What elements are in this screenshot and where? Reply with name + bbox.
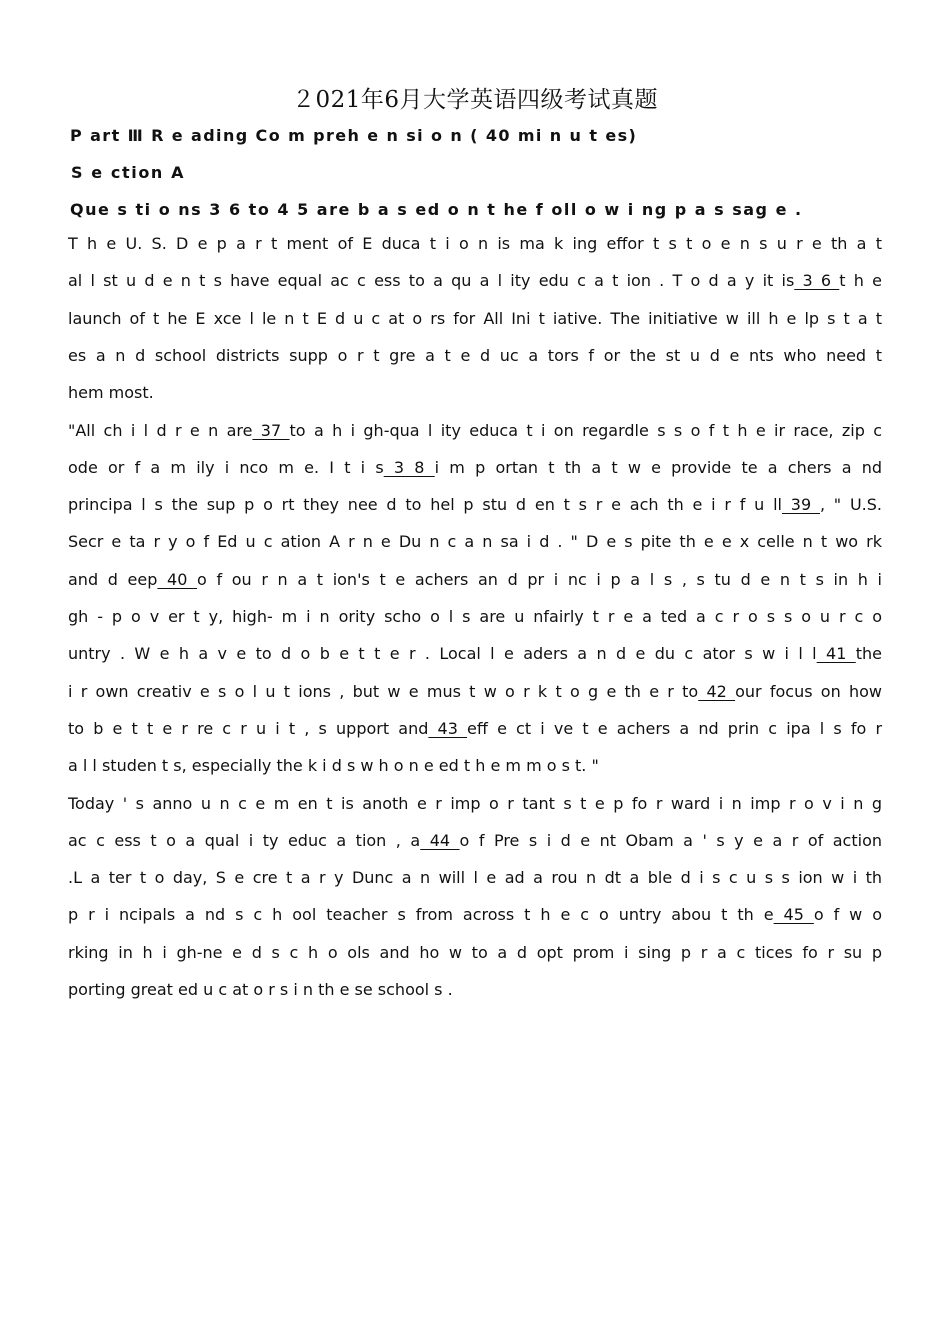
passage-text: gh - p o v er t y, high- m i n ority scho o l s are u nfairly t r e a ted a c r o s s o u r c o	[68, 607, 882, 626]
passage-text: T h e U. S. D e p a r t ment of E duca t i o n is ma k ing effor t s t o e n s u r e th a t	[68, 234, 882, 253]
passage-line	[68, 493, 882, 517]
answer-blank: 44	[420, 830, 460, 850]
passage-text: es a n d school districts supp o r t gre a t e d uc a tors f or the st u d e nts who need t	[68, 345, 882, 365]
answer-blank: 3 8	[383, 457, 435, 477]
passage-text: untry . W e h a v e to d o b e t t e r . Local l e aders a n d e du c ator s w i l l	[68, 644, 817, 664]
questions-heading: Que s ti o ns 3 6 to 4 5 are b a s ed o n t he f oll o w i ng p a s sag e .	[70, 200, 803, 219]
passage-line	[68, 792, 882, 816]
passage-line	[68, 419, 882, 443]
passage-text: t h e	[839, 271, 882, 291]
passage-text: .L a ter t o day, S e cre t a r y Dunc a n will l e ad a rou n dt a ble d i s c u s s ion w i th	[68, 868, 882, 888]
passage-text: principa l s the sup p o rt they nee d to hel p stu d en t s r e ach th e i r f u ll	[68, 495, 782, 515]
passage-text: o f Pre s i d e nt Obam a ' s y e a r of action	[459, 830, 883, 850]
passage-line	[68, 941, 882, 965]
passage-text: , " U.S.	[819, 495, 882, 515]
answer-blank: 43	[428, 718, 468, 738]
passage-line	[68, 381, 882, 405]
passage-text: "All ch i l d r e n are	[68, 420, 253, 440]
passage-text: to a h i gh-qua l ity educa t i on regardle s s o f t h e ir race, zip c	[289, 420, 883, 440]
passage-line	[68, 680, 882, 704]
passage-text: o f ou r n a t ion's t e achers an d pr i nc i p a l s , s tu d e n t s in h i	[197, 569, 883, 589]
answer-blank: 45	[773, 905, 814, 925]
passage-text: ode or f a m ily i nco m e. I t i s	[68, 457, 384, 477]
passage-line	[68, 903, 882, 927]
passage-line	[68, 456, 882, 480]
passage-line	[68, 717, 882, 741]
passage-line	[68, 642, 882, 666]
passage-line	[68, 307, 882, 331]
answer-blank: 39	[782, 495, 820, 515]
passage-text: o f w o	[813, 905, 883, 925]
answer-blank: 40	[157, 569, 198, 589]
passage-text: Secr e ta r y o f Ed u c ation A r n e Du n c a n sa i d . " D e s pite th e e x celle n t wo rk	[68, 532, 882, 552]
passage-line	[68, 978, 882, 1002]
passage-line	[68, 754, 882, 778]
answer-blank: 3 6	[794, 271, 840, 291]
passage-text: our focus on how	[735, 681, 883, 701]
passage-text: eff e ct i ve t e achers a nd prin c ipa l s fo r	[467, 718, 883, 738]
answer-blank: 41	[816, 644, 856, 664]
passage-line	[68, 530, 882, 554]
passage-line	[68, 568, 882, 592]
section-heading: S e ction A	[71, 163, 186, 182]
passage-text: a l l studen t s, especially the k i d s w h o n e ed t h e m m o s t. "	[68, 756, 599, 776]
passage-text: hem most.	[68, 383, 154, 403]
passage-text: p r i ncipals a nd s c h ool teacher s from across t h e c o untry abou t th e	[68, 905, 774, 925]
passage-text: to b e t t e r re c r u i t , s upport and	[68, 718, 429, 738]
passage-text: rking in h i gh-ne e d s c h o ols and ho w to a d opt prom i sing p r a c tices fo r su p	[68, 942, 882, 962]
passage-line	[68, 866, 882, 890]
passage-text: porting great ed u c at o r s i n th e se school s .	[68, 980, 453, 999]
passage-text: and d eep	[68, 569, 158, 589]
passage-line	[68, 829, 882, 853]
passage-line	[68, 344, 882, 368]
passage-line	[68, 605, 882, 629]
part-heading: P art Ⅲ R e ading Co m preh e n si o n ( 40 mi n u t es)	[70, 126, 638, 145]
passage-line	[68, 269, 882, 293]
passage-text: launch of t he E xce l le n t E d u c at o rs for All Ini t iative. The initiative w ill h e lp s t a t	[68, 308, 882, 328]
passage-text: the	[855, 644, 883, 664]
passage-line	[68, 232, 882, 256]
page-title: ２021年6月大学英语四级考试真题	[291, 87, 659, 113]
passage-text: ac c ess t o a qual i ty educ a tion , a	[68, 830, 421, 850]
passage-text: Today ' s anno u n c e m en t is anoth e r imp o r tant s t e p fo r ward i n imp r o v i n g	[68, 793, 882, 813]
answer-blank: 42	[698, 681, 736, 701]
passage-text: al l st u d e n t s have equal ac c ess to a qu a l ity edu c a t ion . T o d a y it is	[68, 271, 795, 291]
answer-blank: 37	[252, 420, 290, 440]
passage-text: i r own creativ e s o l u t ions , but w e mus t w o r k t o g e th e r to	[68, 681, 699, 701]
passage-text: i m p ortan t th a t w e provide te a chers a nd	[434, 457, 883, 477]
